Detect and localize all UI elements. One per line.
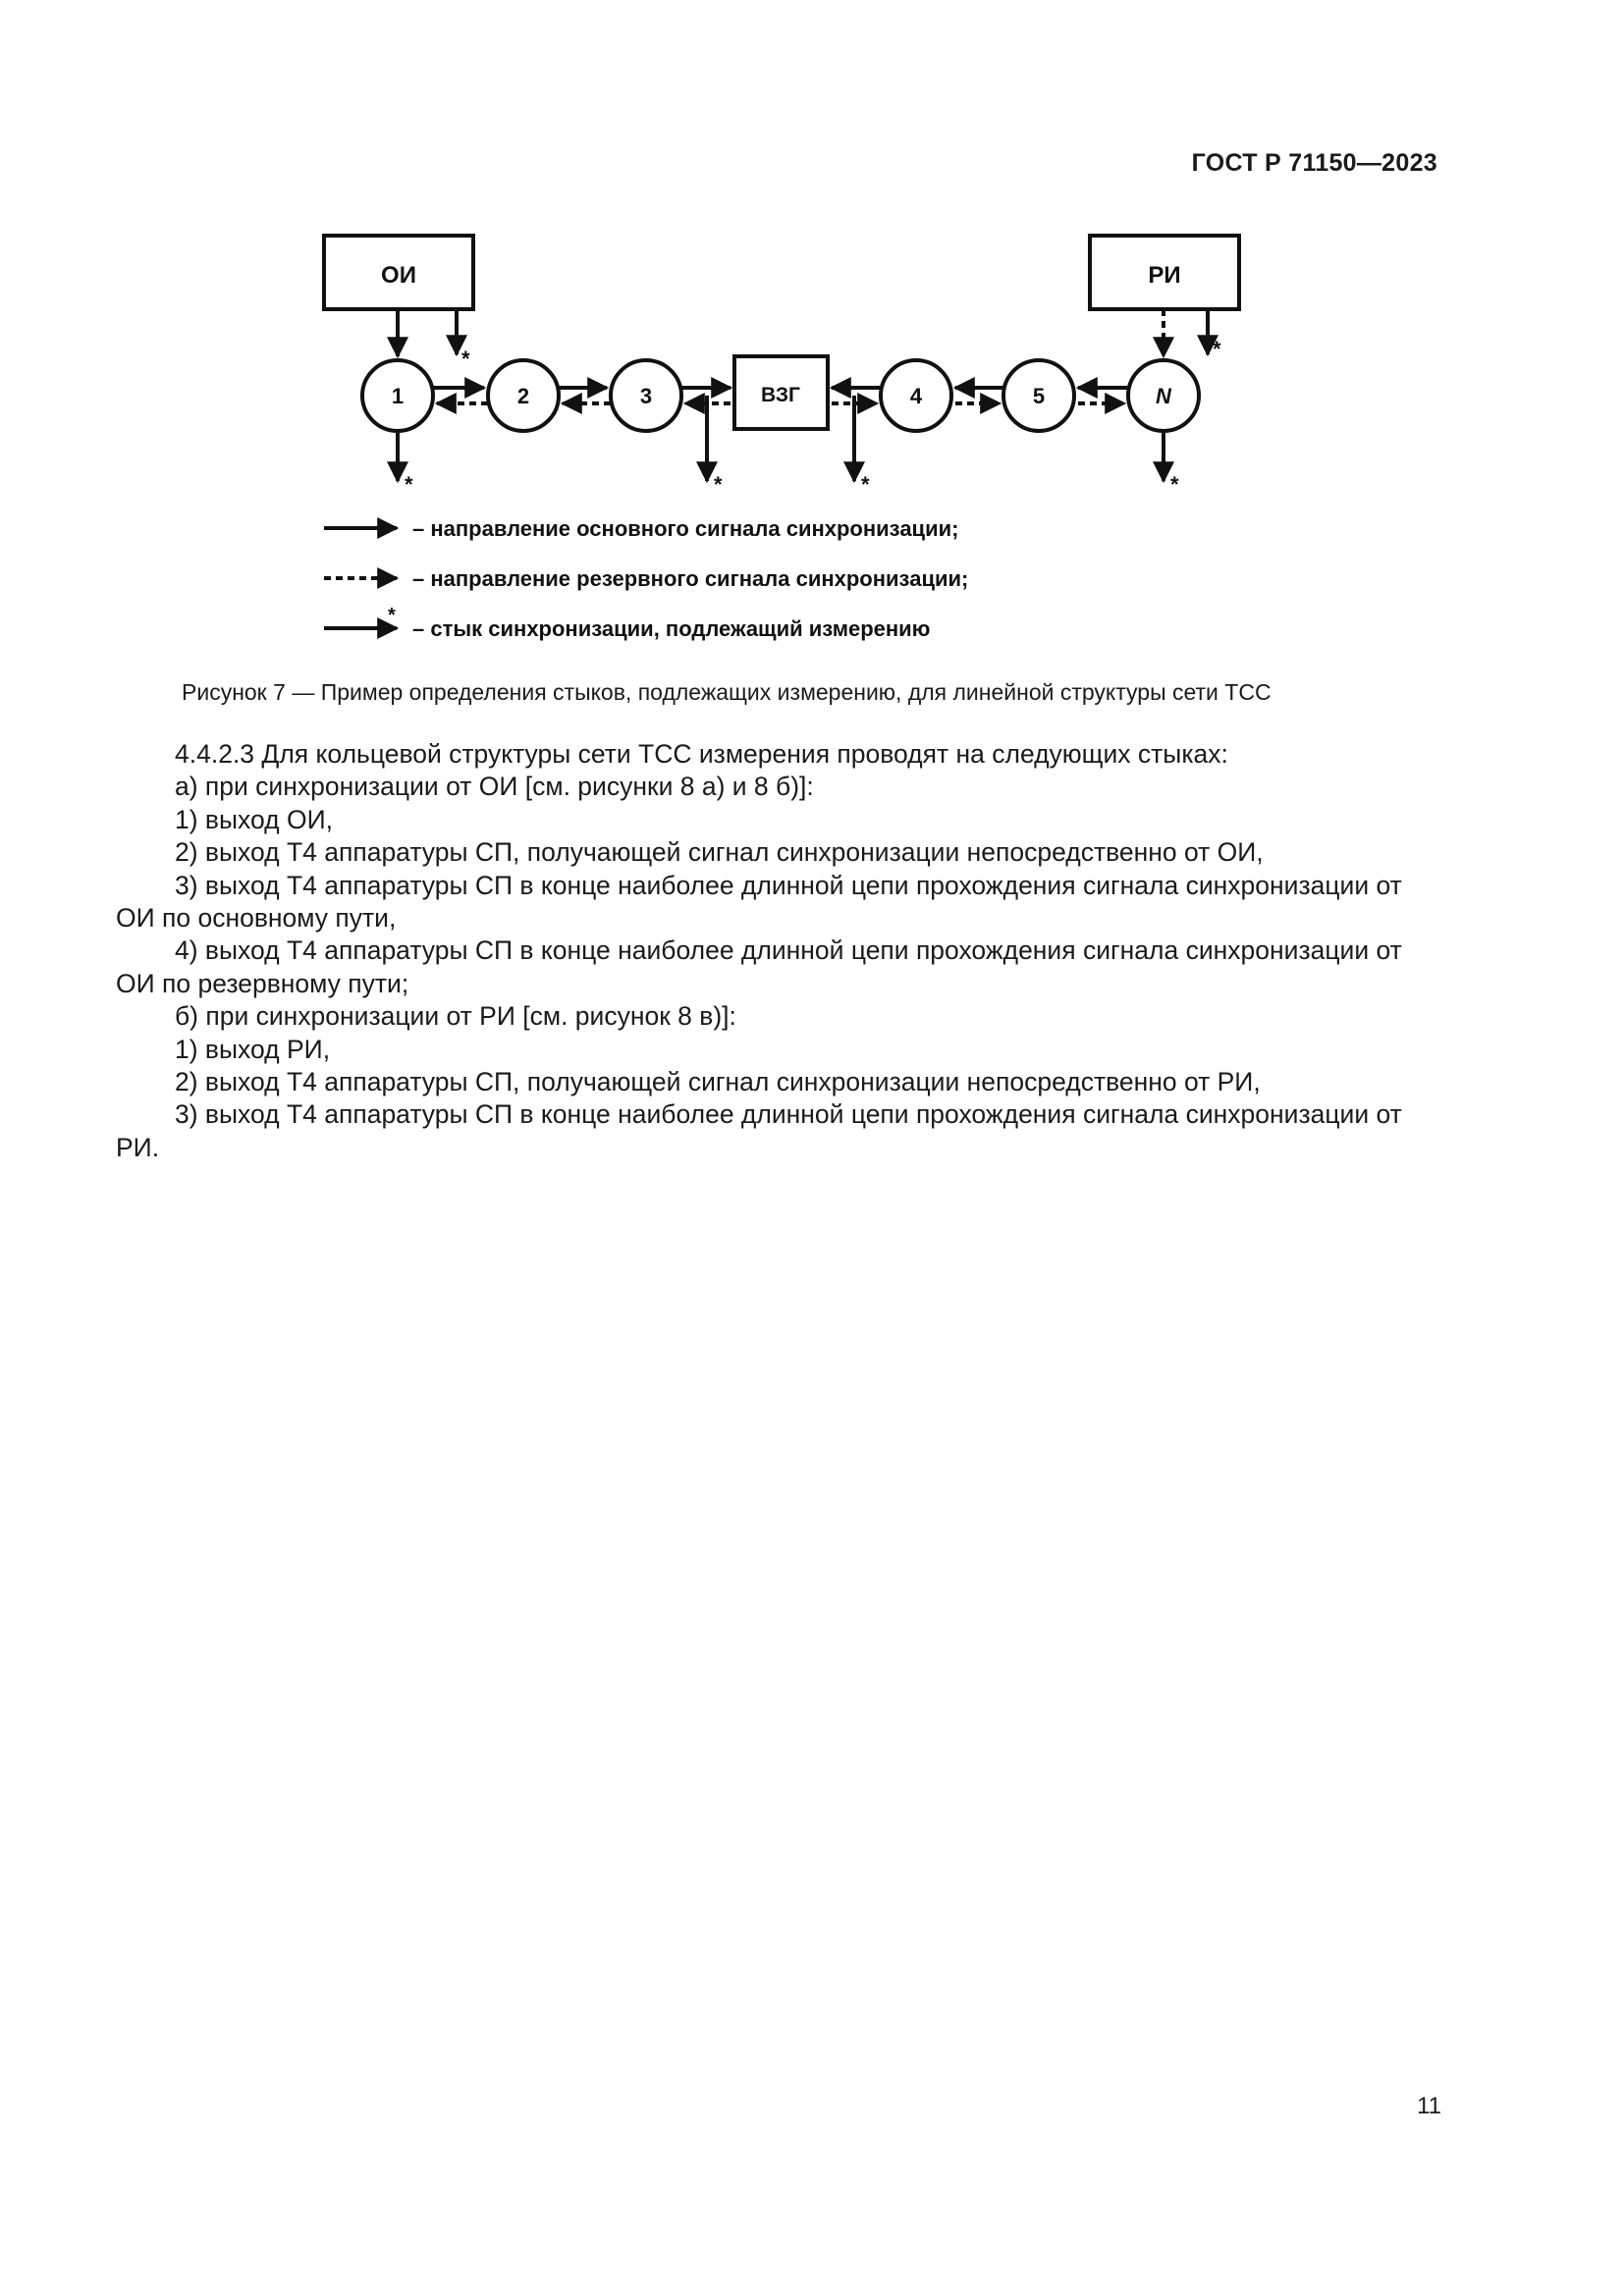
paragraph: 2) выход Т4 аппаратуры СП, получающей сигнал синхронизации непосредственно от РИ, — [175, 1067, 1261, 1097]
node-4-label: 4 — [909, 384, 923, 408]
document-code: ГОСТ Р 71150—2023 — [1191, 149, 1437, 177]
node-5-label: 5 — [1032, 384, 1046, 408]
sync-network-diagram — [295, 221, 1257, 653]
legend-item-reserve: – направление резервного сигнала синхронизации; — [412, 566, 969, 591]
paragraph: а) при синхронизации от ОИ [см. рисунки 8 а) и 8 б)]: — [175, 772, 814, 802]
body-text — [116, 738, 1443, 1164]
asterisk-marker: * — [405, 472, 413, 497]
node-3-label: 3 — [639, 384, 653, 408]
ri-label: РИ — [1148, 262, 1181, 289]
node-2-label: 2 — [516, 384, 530, 408]
vzg-label: ВЗГ — [761, 384, 800, 406]
asterisk-marker: * — [1213, 337, 1221, 361]
node-1-label: 1 — [391, 384, 405, 408]
paragraph: 1) выход РИ, — [175, 1034, 331, 1064]
legend-asterisk: * — [388, 605, 396, 626]
asterisk-marker: * — [714, 472, 723, 497]
legend-item-main: – направление основного сигнала синхронизации; — [412, 516, 959, 541]
node-n-label: N — [1156, 384, 1171, 408]
legend-item-measure: – стык синхронизации, подлежащий измерению — [412, 616, 931, 641]
asterisk-marker: * — [461, 347, 470, 371]
paragraph: 4.4.2.3 Для кольцевой структуры сети ТСС измерения проводят на следующих стыках: — [175, 739, 1228, 769]
paragraph: 2) выход Т4 аппаратуры СП, получающей сигнал синхронизации непосредственно от ОИ, — [175, 837, 1264, 868]
paragraph: б) при синхронизации от РИ [см. рисунок 8 в)]: — [175, 1001, 736, 1032]
paragraph: 3) выход Т4 аппаратуры СП в конце наиболее длинной цепи прохождения сигнала синхронизации от ОИ по основному пути, — [116, 870, 1402, 934]
paragraph: 4) выход Т4 аппаратуры СП в конце наиболее длинной цепи прохождения сигнала синхронизации от ОИ по резервному пути; — [116, 935, 1402, 998]
oi-label: ОИ — [381, 262, 416, 289]
paragraph: 3) выход Т4 аппаратуры СП в конце наиболее длинной цепи прохождения сигнала синхронизации от РИ. — [116, 1099, 1402, 1162]
paragraph: 1) выход ОИ, — [175, 804, 334, 834]
asterisk-marker: * — [861, 472, 870, 497]
page-number: 11 — [1417, 2093, 1441, 2119]
figure-caption: Рисунок 7 — Пример определения стыков, подлежащих измерению, для линейной структуры сети ТСС — [182, 679, 1272, 705]
asterisk-marker: * — [1170, 472, 1179, 497]
